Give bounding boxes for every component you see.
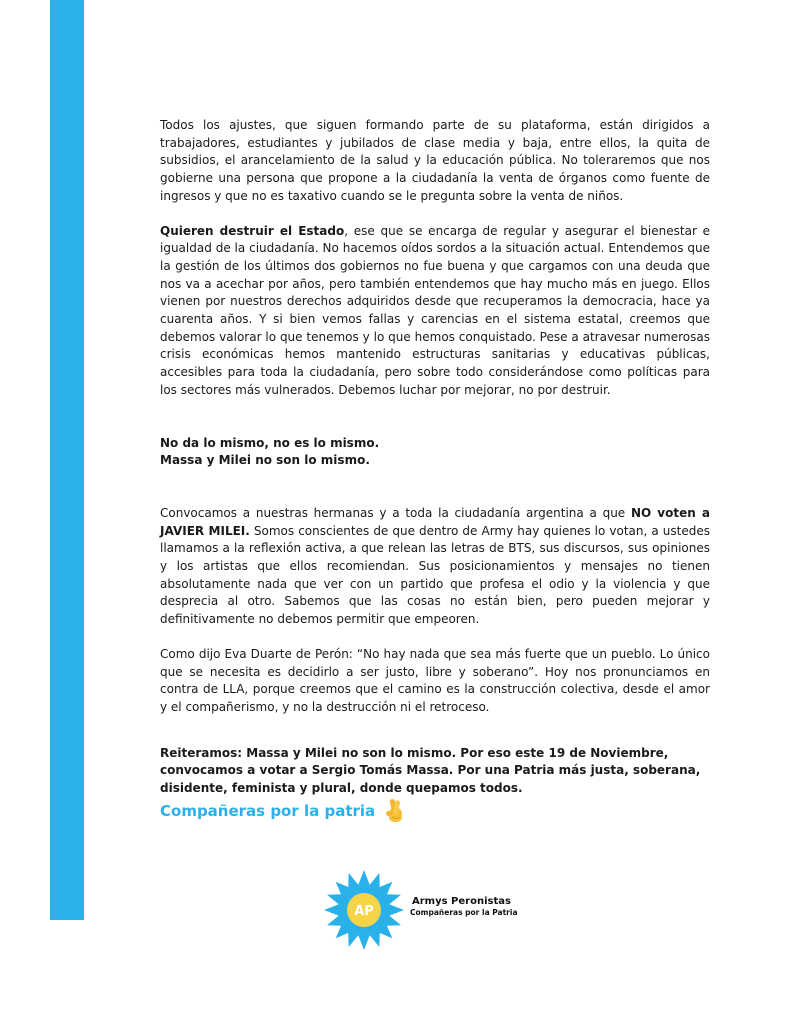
call-text-rest: Somos conscientes de que dentro de Army hay quienes lo votan, a ustedes llamamos a la reflexión activa, a que relean las letras de BTS, sus discursos, sus opiniones y los artistas que ellos recomiendan. Sus posicionamientos y mensajes no tienen absolutamente nada que ver con un partido que profesa el odio y la violencia y que desprecia al otro. Sabemos que las cosas no están bien, pero pueden mejorar y definitivamente no debemos permitir que empeoren. <box>160 523 710 627</box>
call-text-start: Convocamos a nuestras hermanas y a toda la ciudadanía argentina a que <box>160 505 631 520</box>
paragraph-state <box>160 223 710 400</box>
side-accent-bar <box>50 0 84 920</box>
call-emphasis: NO voten a JAVIER MILEI. <box>160 505 710 538</box>
crossed-fingers-icon <box>383 797 407 825</box>
armys-peronistas-logo <box>322 868 518 952</box>
letter-body <box>160 117 710 798</box>
slogan-line-1: No da lo mismo, no es lo mismo. <box>160 435 380 450</box>
closing-statement: Reiteramos: Massa y Milei no son lo mismo. Por eso este 19 de Noviembre, convocamos a votar a Sergio Tomás Massa. Por una Patria más justa, soberana, disidente, feminista y plural, donde quepamos todos. <box>160 745 701 796</box>
slogan-block <box>160 435 710 470</box>
logo-initials: AP <box>354 904 374 919</box>
slogan-line-2: Massa y Milei no son lo mismo. <box>160 453 370 468</box>
logo-subtitle: Compañeras por la Patria <box>410 908 518 917</box>
state-emphasis: Quieren destruir el Estado <box>160 223 345 238</box>
paragraph-eva-quote: Como dijo Eva Duarte de Perón: “No hay nada que sea más fuerte que un pueblo. Lo único que se necesita es decidirlo a ser justo, libre y soberano”. Hoy nos pronunciamos en contra de LLA, porque creemos que el camino es la construcción colectiva, desde el amor y el compañerismo, y no la destrucción ni el retroceso. <box>160 646 710 714</box>
signature-line <box>160 797 407 825</box>
logo-text <box>410 896 518 918</box>
logo-title: Armys Peronistas <box>412 896 511 907</box>
state-text: , ese que se encarga de regular y asegurar el bienestar e igualdad de la ciudadanía. No hacemos oídos sordos a la situación actual. Entendemos que la gestión de los últimos dos gobiernos no fue buena y que cargamos con una deuda que nos va a acechar por años, pero también entendemos que hay mucho más en juego. Ellos vienen por nuestros derechos adquiridos desde que recuperamos la democracia, hace ya cuarenta años. Y si bien vemos fallas y carencias en el sistema estatal, creemos que debemos valorar lo que tenemos y lo que hemos conquistado. Pese a atravesar numerosas crisis económicas hemos mantenido estructuras sanitarias y educativas públicas, accesibles para toda la ciudadanía, pero sobre todo considerándose como políticas para los sectores más vulnerados. Debemos luchar por mejorar, no por destruir. <box>160 223 710 397</box>
paragraph-adjustments: Todos los ajustes, que siguen formando parte de su plataforma, están dirigidos a trabajadores, estudiantes y jubilados de clase media y baja, entre ellos, la quita de subsidios, el arancelamiento de la salud y la educación pública. No toleraremos que nos gobierne una persona que propone a la ciudadanía la venta de órganos como fuente de ingresos y que no es taxativo cuando se le pregunta sobre la venta de niños. <box>160 118 710 203</box>
paragraph-call-to-action <box>160 505 710 629</box>
sun-emblem-icon <box>322 868 406 952</box>
signature-text: Compañeras por la patria <box>160 802 376 820</box>
